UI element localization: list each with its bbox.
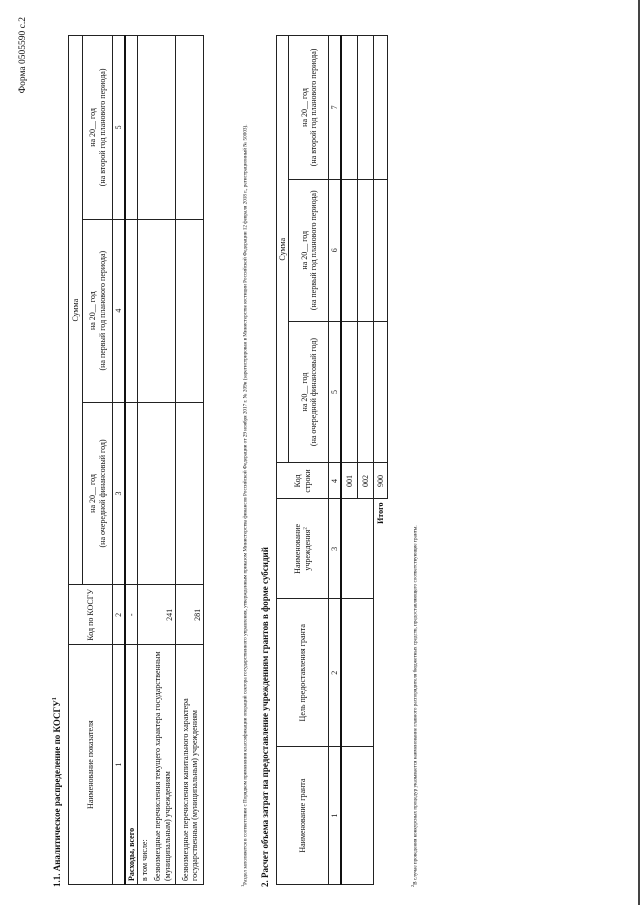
header-institution: Наименование учреждения$^2$ <box>277 499 329 599</box>
section-1-1-title: 1.1. Аналитическое распределение по КОСГУ$^1$ <box>52 697 62 887</box>
table-row: 002 <box>357 36 373 885</box>
footnote-1: $^1$Раздел заполняется в соответствии с Порядком применения классификации операций сектора государственного управления, утвержденным приказом Министерства финансов Российской Федерации от 29 ноября 2017 г. № 209н (зарегистрирован в Министерстве юстиции Российской Федерации 12 февраля 2018 г., регистрационный № 50003). <box>240 124 249 887</box>
table-row: безвозмездные перечисления капитального характера государственным (муниципальным) учреждениям 281 <box>176 36 204 885</box>
column-numbers-row: 1 2 3 4 5 <box>113 36 126 885</box>
header-purpose: Цель предоставления гранта <box>277 599 329 747</box>
kosgu-table <box>68 35 204 885</box>
table-row: в том числе: 241 <box>138 36 150 885</box>
section-2-title: 2. Расчет объема затрат на предоставление учреждениям грантов в форме субсидий <box>260 547 270 887</box>
header-year-2: на 20__ год (на первый год планового периода) <box>83 219 113 402</box>
table-row: Расходы, всего - <box>125 36 138 885</box>
header-year-3: на 20__ год (на второй год планового периода) <box>83 36 113 220</box>
header-kosgu: Код по КОСГУ <box>69 585 113 645</box>
column-numbers-row: 1 2 3 4 5 6 7 <box>329 36 342 885</box>
form-label: Форма 0505590 с.2 <box>18 17 28 94</box>
header-year-1: на 20__ год (на очередной финансовый год) <box>289 321 329 463</box>
header-grant-name: Наименование гранта <box>277 747 329 885</box>
table-row: 001 <box>341 36 357 885</box>
header-sum: Сумма <box>69 36 83 585</box>
header-name: Наименование показателя <box>69 645 113 885</box>
footnote-2: $^2$В случае проведения конкурсных процедур указывается наименование главного распорядителя бюджетных средств, предоставляющего соответствующие гранты. <box>410 525 419 887</box>
table-row: безвозмездные перечисления текущего характера государственным (муниципальным) учреждениям <box>150 36 176 885</box>
grants-table <box>276 35 388 885</box>
header-year-1: на 20__ год (на очередной финансовый год) <box>83 402 113 585</box>
rotated-sheet <box>18 17 618 887</box>
header-line-code: Код строки <box>277 463 329 499</box>
header-year-3: на 20__ год (на второй год планового периода) <box>289 36 329 180</box>
total-row: Итого 900 <box>373 36 387 885</box>
header-sum: Сумма <box>277 36 289 463</box>
header-year-2: на 20__ год (на первый год планового периода) <box>289 179 329 321</box>
